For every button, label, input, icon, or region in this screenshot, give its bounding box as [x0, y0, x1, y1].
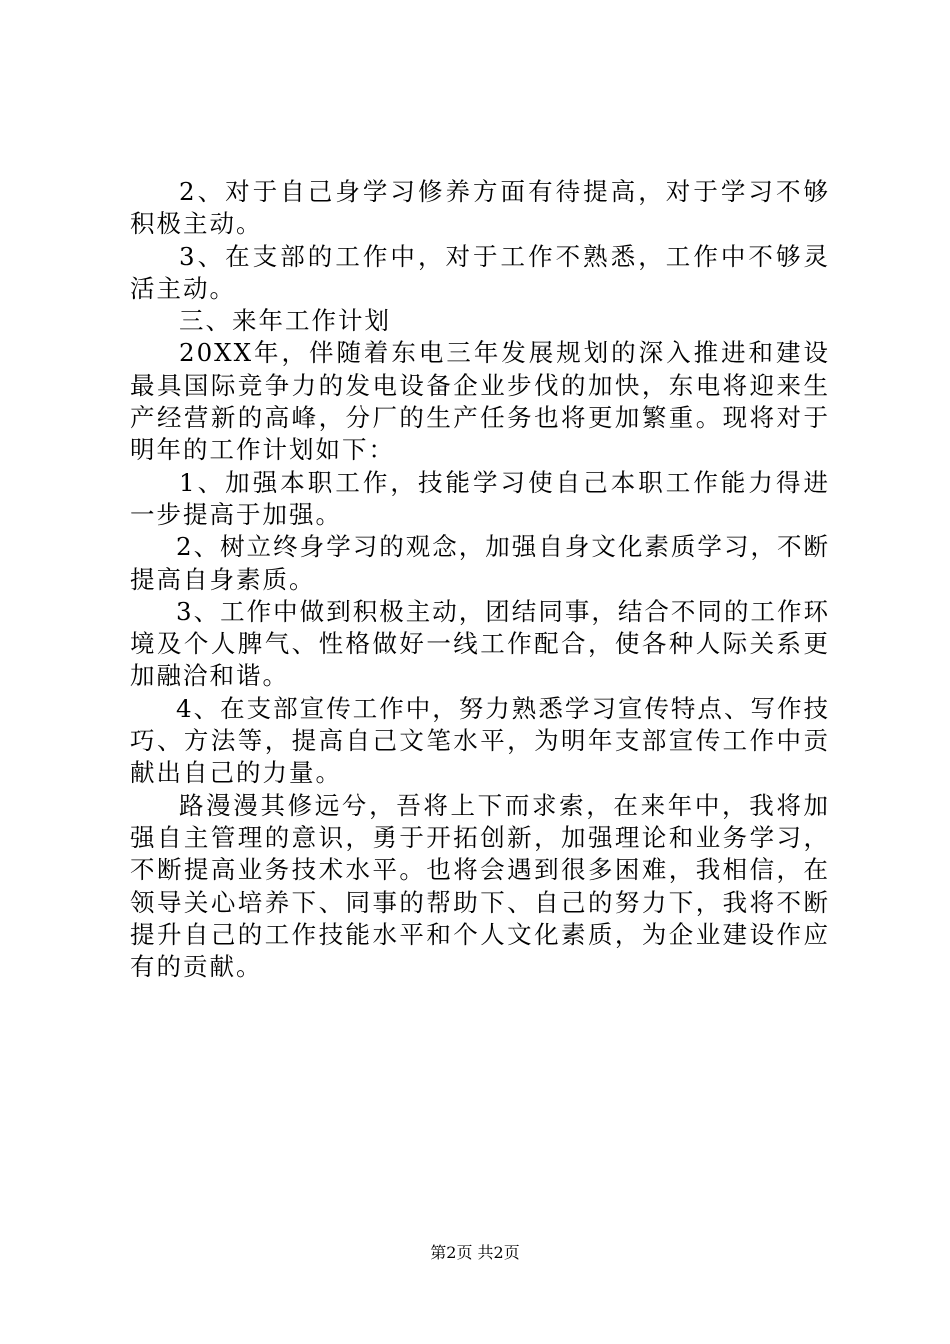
paragraph-plan-intro: 20XX年，伴随着东电三年发展规划的深入推进和建设最具国际竞争力的发电设备企业步伐的加快，东电将迎来生产经营新的高峰，分厂的生产任务也将更加繁重。现将对于明年的工作计划如下： — [130, 338, 830, 465]
paragraph-plan-1: 1、加强本职工作，技能学习使自己本职工作能力得进一步提高于加强。 — [130, 467, 830, 529]
paragraph-shortcoming-2: 2、对于自己身学习修养方面有待提高，对于学习不够积极主动。 — [130, 177, 830, 239]
page-footer: 第2页 共2页 — [430, 1243, 520, 1262]
paragraph-shortcoming-3: 3、在支部的工作中，对于工作不熟悉，工作中不够灵活主动。 — [130, 241, 830, 303]
document-body — [130, 176, 830, 983]
paragraph-plan-4: 4、在支部宣传工作中，努力熟悉学习宣传特点、写作技巧、方法等，提高自己文笔水平，为明年支部宣传工作中贡献出自己的力量。 — [130, 693, 830, 788]
section-heading-plan: 三、来年工作计划 — [179, 306, 391, 336]
paragraph-plan-3: 3、工作中做到积极主动，团结同事，结合不同的工作环境及个人脾气、性格做好一线工作配合，使各种人际关系更加融洽和谐。 — [130, 596, 830, 691]
paragraph-closing: 路漫漫其修远兮，吾将上下而求索，在来年中，我将加强自主管理的意识，勇于开拓创新，加强理论和业务学习，不断提高业务技术水平。也将会遇到很多困难，我相信，在领导关心培养下、同事的帮助下、自己的努力下，我将不断提升自己的工作技能水平和个人文化素质，为企业建设作应有的贡献。 — [130, 790, 830, 982]
paragraph-plan-2: 2、树立终身学习的观念，加强自身文化素质学习，不断提高自身素质。 — [130, 532, 830, 594]
